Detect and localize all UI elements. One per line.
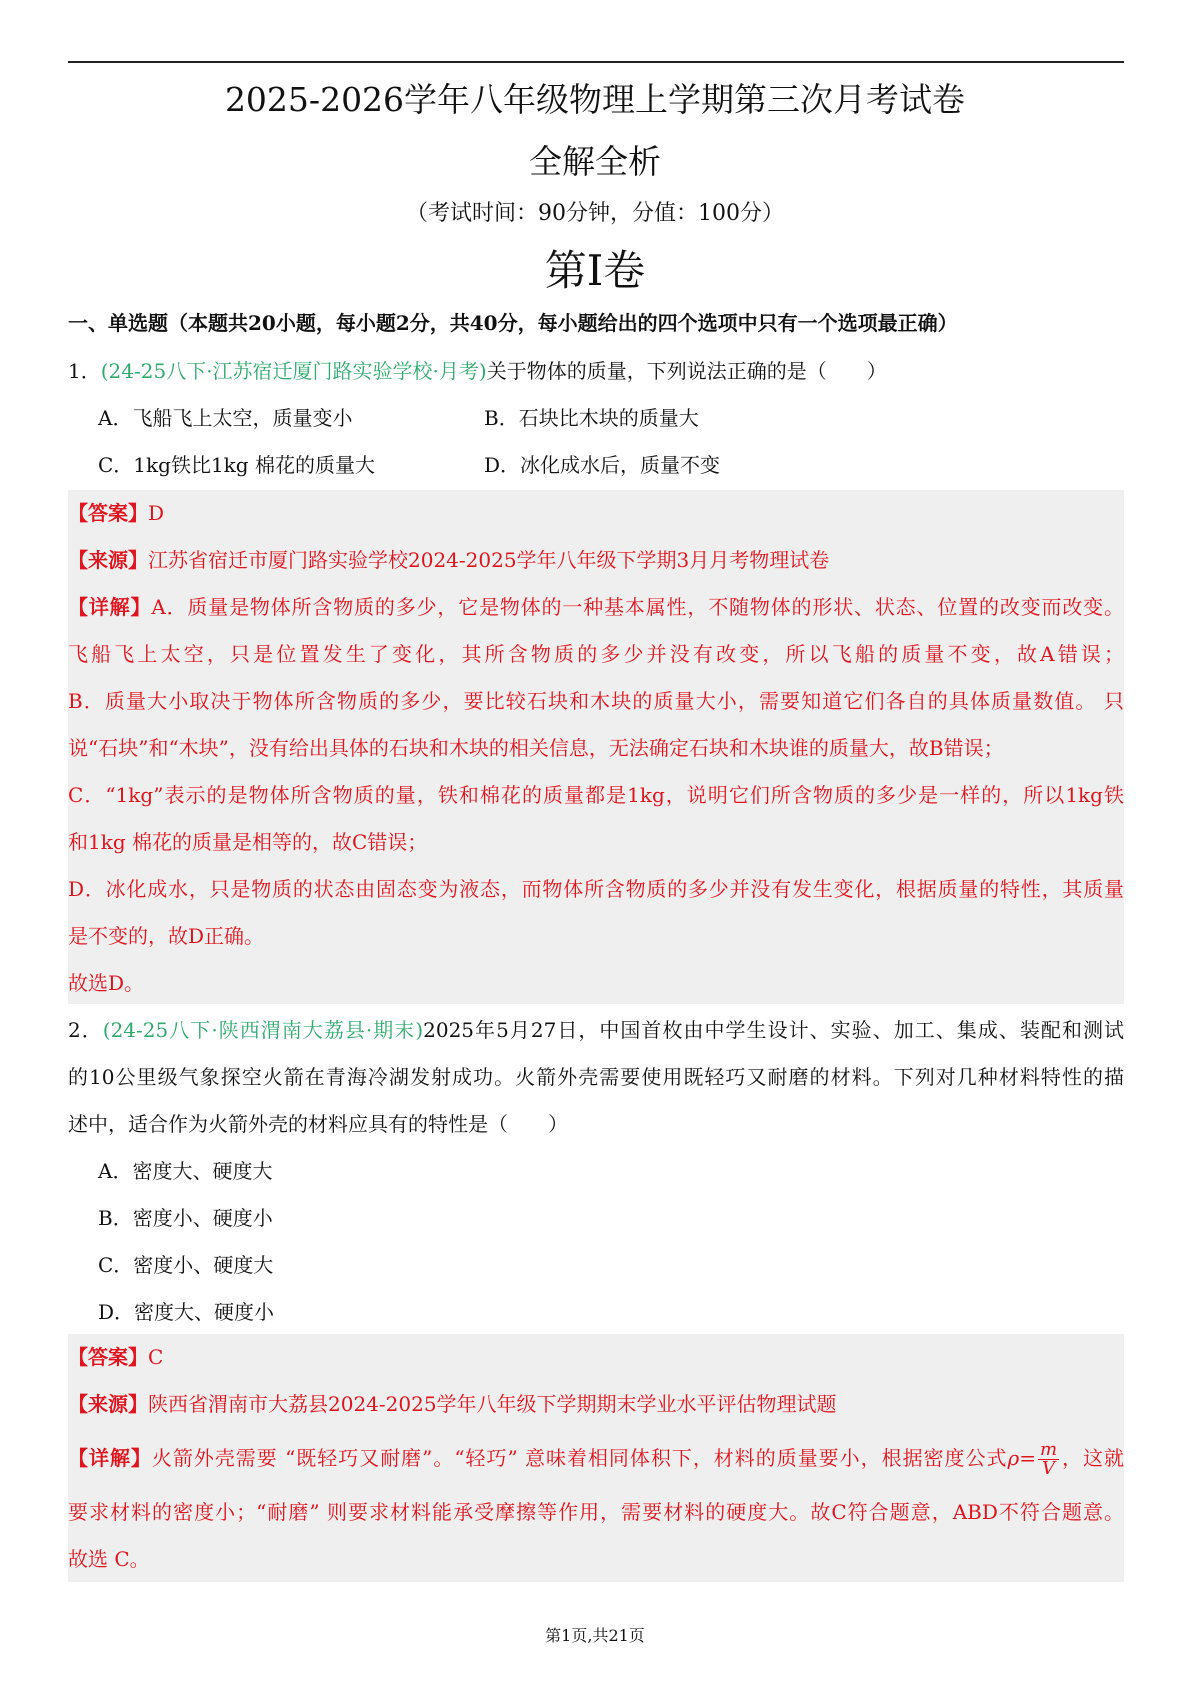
exam-info: （考试时间：90分钟，分值：100分） [406,201,784,226]
formula-numerator: m [1040,1439,1058,1460]
q2-detail-line: 要求材料的密度小；“耐磨” 则要求材料能承受摩擦等作用，需要材料的硬度大。故C符合题意，ABD不符合题意。 [68,1500,1124,1524]
q2-source: 陕西省渭南市大荔县2024-2025学年八年级下学期期末学业水平评估物理试题 [148,1392,837,1416]
q1-source-label: 【来源】 [68,548,148,572]
q1-source-line [68,545,1124,575]
formula-fraction [1038,1441,1059,1478]
q1-detail-line: 是不变的，故D正确。 [68,924,265,948]
q2-number: 2． [68,1018,103,1042]
q2-option-b: B．密度小、硬度小 [98,1206,273,1230]
q2-source-tag: (24-25八下·陕西渭南大荔县·期末) [102,1018,424,1042]
q1-detail-line: B．质量大小取决于物体所含物质的多少，要比较石块和木块的质量大小，需要知道它们各自的具体质量数值。 只 [68,689,1124,713]
q2-answer: C [148,1345,164,1369]
q2-source-line [68,1389,1124,1419]
q1-detail-line: 飞船飞上太空，只是位置发生了变化，其所含物质的多少并没有改变，所以飞船的质量不变，故A错误； [68,642,1124,666]
volume-heading: 第Ⅰ卷 [544,246,646,295]
q2-detail-text-end: ，这就 [1061,1446,1125,1470]
q2-option-d: D．密度大、硬度小 [98,1300,275,1324]
q2-source-label: 【来源】 [68,1392,148,1416]
formula-denominator: V [1042,1458,1056,1479]
q1-detail-label: 【详解】 [68,595,152,619]
q1-stem-line [68,356,1124,386]
q1-detail-line: 和1kg 棉花的质量是相等的，故C错误； [68,830,428,854]
q1-option-b: B．石块比木块的质量大 [484,406,699,430]
q1-detail-line: 故选D。 [68,971,145,995]
q1-source-tag: (24-25八下·江苏宿迁厦门路实验学校·月考) [100,359,487,383]
q2-answer-label: 【答案】 [68,1345,148,1369]
q1-detail-line [68,592,1124,622]
q1-detail-text: A．质量是物体所含物质的多少，它是物体的一种基本属性，不随物体的形状、状态、位置的改变而改变。 [151,595,1124,619]
q1-option-d: D．冰化成水后，质量不变 [484,453,721,477]
q1-source: 江苏省宿迁市厦门路实验学校2024-2025学年八年级下学期3月月考物理试卷 [148,548,830,572]
q1-option-c: C．1kg铁比1kg 棉花的质量大 [98,453,375,477]
formula-rho: ρ [1007,1446,1020,1470]
formula-equals: = [1019,1446,1036,1470]
q1-answer-line [68,498,1124,528]
q2-option-c: C．密度小、硬度大 [98,1253,274,1277]
q1-stem: 关于物体的质量，下列说法正确的是（ ） [486,359,887,383]
q2-stem-line: 的10公里级气象探空火箭在青海冷湖发射成功。火箭外壳需要使用既轻巧又耐磨的材料。下列对几种材料特性的描 [68,1065,1124,1089]
q2-detail-line: 故选 C。 [68,1547,150,1571]
q2-detail-line [68,1441,1124,1478]
q1-detail-line: D．冰化成水，只是物质的状态由固态变为液态，而物体所含物质的多少并没有发生变化，根据质量的特性，其质量 [68,877,1124,901]
page-footer: 第1页,共21页 [545,1626,645,1645]
q1-answer-label: 【答案】 [68,501,148,525]
q2-option-a: A．密度大、硬度大 [98,1159,273,1183]
q2-detail-label: 【详解】 [68,1446,152,1470]
density-formula [1007,1439,1061,1479]
q1-number: 1． [68,359,101,383]
section-heading: 一、单选题（本题共20小题，每小题2分，共40分，每小题给出的四个选项中只有一个选项最正确） [68,311,958,335]
q2-stem-line: 述中，适合作为火箭外壳的材料应具有的特性是（ ） [68,1112,568,1136]
q1-detail-line: 说“石块”和“木块”，没有给出具体的石块和木块的相关信息，无法确定石块和木块谁的质量大，故B错误； [68,736,1004,760]
q1-detail-line: C．“1kg”表示的是物体所含物质的量，铁和棉花的质量都是1kg，说明它们所含物质的多少是一样的，所以1kg铁 [68,783,1124,807]
page-title: 2025-2026学年八年级物理上学期第三次月考试卷 [224,80,966,119]
q2-answer-line [68,1342,1124,1372]
top-rule [68,61,1124,63]
q1-answer: D [148,501,165,525]
q2-stem-text: 2025年5月27日，中国首枚由中学生设计、实验、加工、集成、装配和测试 [423,1018,1124,1042]
q2-stem-line [68,1015,1124,1045]
q2-detail-text: 火箭外壳需要 “既轻巧又耐磨”。“轻巧” 意味着相同体积下，材料的质量要小，根据密度公式 [151,1446,1008,1470]
page-subtitle: 全解全析 [529,142,661,181]
q1-option-a: A．飞船飞上太空，质量变小 [98,406,353,430]
